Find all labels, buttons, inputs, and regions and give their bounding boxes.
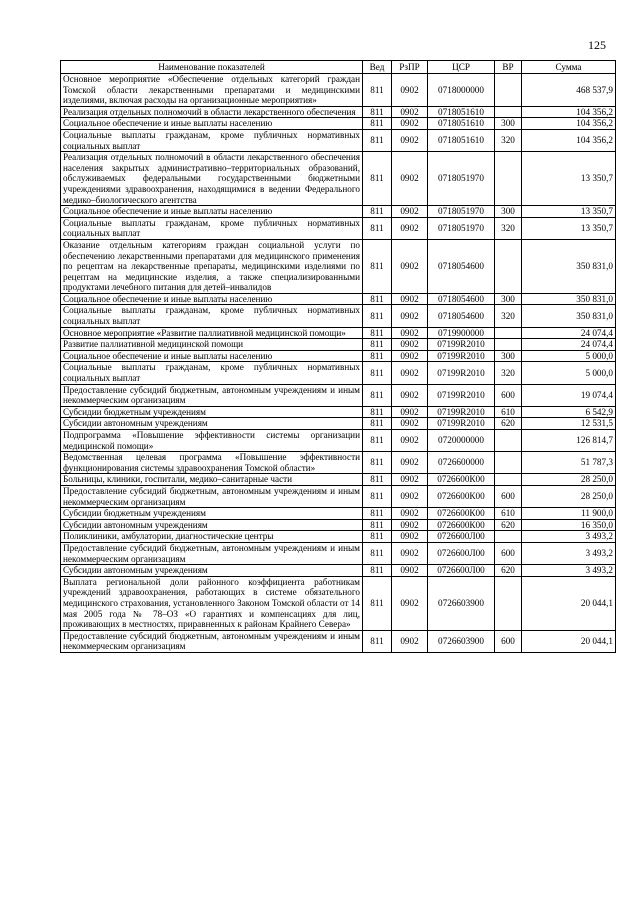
cell-vr (495, 152, 522, 206)
table-row (61, 406, 616, 418)
cell-name: Субсидии бюджетным учреждениям (61, 508, 363, 520)
table-row (61, 485, 616, 507)
cell-vr: 320 (495, 129, 522, 151)
cell-sum: 3 493,2 (522, 531, 616, 543)
cell-rzpr: 0902 (392, 239, 428, 293)
table-row (61, 531, 616, 543)
cell-csr: 0726600К00 (428, 519, 495, 531)
cell-name: Субсидии автономным учреждениям (61, 418, 363, 430)
cell-vr: 620 (495, 519, 522, 531)
cell-rzpr: 0902 (392, 576, 428, 630)
cell-rzpr: 0902 (392, 565, 428, 577)
cell-sum: 11 900,0 (522, 508, 616, 520)
cell-name: Предоставление субсидий бюджетным, автономным учреждениям и иным некоммерческим организациям (61, 630, 363, 652)
cell-rzpr: 0902 (392, 327, 428, 339)
table-row (61, 542, 616, 564)
table-row (61, 418, 616, 430)
table-row (61, 565, 616, 577)
cell-csr: 0718051970 (428, 217, 495, 239)
cell-sum: 16 350,0 (522, 519, 616, 531)
table-row (61, 384, 616, 406)
cell-vr: 620 (495, 565, 522, 577)
cell-ved: 811 (363, 206, 392, 218)
cell-rzpr: 0902 (392, 293, 428, 305)
cell-name: Субсидии бюджетным учреждениям (61, 406, 363, 418)
cell-name: Реализация отдельных полномочий в области лекарственного обеспечения (61, 106, 363, 118)
cell-sum: 13 350,7 (522, 152, 616, 206)
cell-name: Подпрограмма «Повышение эффективности системы организации медицинской помощи» (61, 430, 363, 452)
cell-ved: 811 (363, 239, 392, 293)
cell-vr (495, 74, 522, 107)
cell-csr: 0726600К00 (428, 508, 495, 520)
cell-name: Социальное обеспечение и иные выплаты населению (61, 293, 363, 305)
cell-vr: 600 (495, 384, 522, 406)
cell-name: Предоставление субсидий бюджетным, автономным учреждениям и иным некоммерческим организациям (61, 384, 363, 406)
cell-name: Развитие паллиативной медицинской помощи (61, 339, 363, 351)
cell-csr: 0726603900 (428, 576, 495, 630)
cell-sum: 126 814,7 (522, 430, 616, 452)
cell-rzpr: 0902 (392, 630, 428, 652)
cell-sum: 20 044,1 (522, 576, 616, 630)
cell-csr: 0718051610 (428, 129, 495, 151)
table-row (61, 452, 616, 474)
cell-rzpr: 0902 (392, 206, 428, 218)
header-vr: ВР (495, 61, 522, 74)
cell-ved: 811 (363, 384, 392, 406)
cell-rzpr: 0902 (392, 118, 428, 130)
cell-sum: 20 044,1 (522, 630, 616, 652)
cell-ved: 811 (363, 362, 392, 384)
cell-name: Социальное обеспечение и иные выплаты населению (61, 118, 363, 130)
cell-csr: 0718000000 (428, 74, 495, 107)
header-sum: Сумма (522, 61, 616, 74)
cell-rzpr: 0902 (392, 339, 428, 351)
cell-csr: 07199R2010 (428, 418, 495, 430)
table-row (61, 293, 616, 305)
cell-name: Предоставление субсидий бюджетным, автономным учреждениям и иным некоммерческим организациям (61, 542, 363, 564)
cell-name: Субсидии автономным учреждениям (61, 565, 363, 577)
cell-ved: 811 (363, 418, 392, 430)
cell-name: Ведомственная целевая программа «Повышение эффективности функционирования системы здравоохранения Томской области» (61, 452, 363, 474)
cell-name: Больницы, клиники, госпитали, медико–санитарные части (61, 474, 363, 486)
cell-csr: 0718051610 (428, 106, 495, 118)
table-header-row (61, 61, 616, 74)
cell-name: Субсидии автономным учреждениям (61, 519, 363, 531)
cell-sum: 24 074,4 (522, 327, 616, 339)
table-row (61, 576, 616, 630)
cell-csr: 0718051970 (428, 152, 495, 206)
cell-sum: 13 350,7 (522, 206, 616, 218)
cell-name: Социальные выплаты гражданам, кроме публичных нормативных социальных выплат (61, 305, 363, 327)
header-ved: Вед (363, 61, 392, 74)
cell-csr: 0726600К00 (428, 474, 495, 486)
table-row (61, 74, 616, 107)
cell-vr: 600 (495, 630, 522, 652)
cell-rzpr: 0902 (392, 350, 428, 362)
cell-vr: 300 (495, 118, 522, 130)
cell-ved: 811 (363, 305, 392, 327)
cell-name: Выплата региональной доли районного коэффициента работникам учреждений здравоохранения, работающих в системе обязательного медицинского страхования, установленного Законом Томской области от 14 мая 2005 года № 78–ОЗ «О гарантиях и компенсациях для лиц, проживающих в местностях, приравненных к районам Крайнего Севера» (61, 576, 363, 630)
cell-csr: 0718051970 (428, 206, 495, 218)
cell-rzpr: 0902 (392, 430, 428, 452)
cell-ved: 811 (363, 576, 392, 630)
cell-sum: 5 000,0 (522, 362, 616, 384)
cell-name: Оказание отдельным категориям граждан социальной услуги по обеспечению лекарственными препаратами для медицинского применения по рецептам на лекарственные препараты, медицинскими изделиями по рецептам на медицинские изделия, а также специализированными продуктами лечебного питания для детей–инвалидов (61, 239, 363, 293)
cell-vr: 600 (495, 485, 522, 507)
cell-name: Предоставление субсидий бюджетным, автономным учреждениям и иным некоммерческим организациям (61, 485, 363, 507)
cell-rzpr: 0902 (392, 106, 428, 118)
table-row (61, 430, 616, 452)
cell-vr (495, 452, 522, 474)
cell-sum: 350 831,0 (522, 305, 616, 327)
cell-name: Основное мероприятие «Развитие паллиативной медицинской помощи» (61, 327, 363, 339)
cell-sum: 6 542,9 (522, 406, 616, 418)
cell-csr: 07199R2010 (428, 362, 495, 384)
header-rzpr: РзПР (392, 61, 428, 74)
cell-vr: 610 (495, 406, 522, 418)
table-row (61, 519, 616, 531)
cell-sum: 51 787,3 (522, 452, 616, 474)
cell-vr: 610 (495, 508, 522, 520)
cell-name: Поликлиники, амбулатории, диагностические центры (61, 531, 363, 543)
cell-sum: 3 493,2 (522, 542, 616, 564)
cell-rzpr: 0902 (392, 508, 428, 520)
cell-rzpr: 0902 (392, 418, 428, 430)
budget-table (60, 60, 616, 653)
cell-vr (495, 576, 522, 630)
cell-vr (495, 430, 522, 452)
cell-csr: 07199R2010 (428, 384, 495, 406)
cell-vr (495, 339, 522, 351)
cell-sum: 19 074,4 (522, 384, 616, 406)
cell-name: Реализация отдельных полномочий в области лекарственного обеспечения населения закрытых административно–территориальных образований, обслуживаемых федеральными государственными бюджетными учреждениями здравоохранения, находящимися в ведении Федерального медико–биологического агентства (61, 152, 363, 206)
cell-rzpr: 0902 (392, 519, 428, 531)
cell-name: Социальные выплаты гражданам, кроме публичных нормативных социальных выплат (61, 129, 363, 151)
cell-ved: 811 (363, 350, 392, 362)
cell-ved: 811 (363, 565, 392, 577)
cell-csr: 0726600Л00 (428, 531, 495, 543)
cell-sum: 350 831,0 (522, 239, 616, 293)
cell-sum: 350 831,0 (522, 293, 616, 305)
cell-ved: 811 (363, 630, 392, 652)
table-row (61, 508, 616, 520)
cell-sum: 5 000,0 (522, 350, 616, 362)
cell-csr: 07199R2010 (428, 406, 495, 418)
cell-rzpr: 0902 (392, 474, 428, 486)
cell-vr: 320 (495, 362, 522, 384)
cell-sum: 12 531,5 (522, 418, 616, 430)
cell-name: Социальные выплаты гражданам, кроме публичных нормативных социальных выплат (61, 362, 363, 384)
cell-vr (495, 239, 522, 293)
table-row (61, 129, 616, 151)
cell-rzpr: 0902 (392, 452, 428, 474)
table-row (61, 362, 616, 384)
table-row (61, 630, 616, 652)
cell-rzpr: 0902 (392, 362, 428, 384)
cell-csr: 0726603900 (428, 630, 495, 652)
cell-rzpr: 0902 (392, 406, 428, 418)
cell-ved: 811 (363, 531, 392, 543)
cell-sum: 24 074,4 (522, 339, 616, 351)
cell-vr (495, 106, 522, 118)
table-row (61, 350, 616, 362)
cell-vr: 620 (495, 418, 522, 430)
cell-csr: 0726600Л00 (428, 542, 495, 564)
table-row (61, 474, 616, 486)
cell-csr: 0726600000 (428, 452, 495, 474)
cell-sum: 28 250,0 (522, 474, 616, 486)
table-row (61, 106, 616, 118)
cell-vr: 300 (495, 350, 522, 362)
cell-name: Социальные выплаты гражданам, кроме публичных нормативных социальных выплат (61, 217, 363, 239)
cell-vr: 300 (495, 293, 522, 305)
cell-vr: 320 (495, 217, 522, 239)
table-row (61, 217, 616, 239)
header-csr: ЦСР (428, 61, 495, 74)
table-row (61, 239, 616, 293)
cell-rzpr: 0902 (392, 542, 428, 564)
cell-ved: 811 (363, 485, 392, 507)
table-row (61, 206, 616, 218)
cell-csr: 0719900000 (428, 327, 495, 339)
cell-csr: 0720000000 (428, 430, 495, 452)
cell-sum: 13 350,7 (522, 217, 616, 239)
cell-csr: 0718051610 (428, 118, 495, 130)
cell-vr (495, 531, 522, 543)
cell-csr: 07199R2010 (428, 350, 495, 362)
cell-vr: 320 (495, 305, 522, 327)
cell-sum: 468 537,9 (522, 74, 616, 107)
cell-name: Основное мероприятие «Обеспечение отдельных категорий граждан Томской области лекарственными препаратами и медицинскими изделиями, включая расходы на организационные мероприятия» (61, 74, 363, 107)
cell-sum: 104 356,2 (522, 106, 616, 118)
cell-rzpr: 0902 (392, 152, 428, 206)
cell-ved: 811 (363, 430, 392, 452)
cell-ved: 811 (363, 74, 392, 107)
table-row (61, 305, 616, 327)
cell-rzpr: 0902 (392, 129, 428, 151)
header-name: Наименование показателей (61, 61, 363, 74)
cell-rzpr: 0902 (392, 531, 428, 543)
cell-ved: 811 (363, 217, 392, 239)
cell-ved: 811 (363, 118, 392, 130)
cell-csr: 07199R2010 (428, 339, 495, 351)
cell-ved: 811 (363, 474, 392, 486)
cell-ved: 811 (363, 406, 392, 418)
cell-vr (495, 327, 522, 339)
cell-ved: 811 (363, 327, 392, 339)
table-row (61, 118, 616, 130)
cell-rzpr: 0902 (392, 305, 428, 327)
cell-sum: 104 356,2 (522, 129, 616, 151)
cell-name: Социальное обеспечение и иные выплаты населению (61, 350, 363, 362)
cell-ved: 811 (363, 106, 392, 118)
cell-ved: 811 (363, 152, 392, 206)
cell-csr: 0718054600 (428, 293, 495, 305)
cell-csr: 0718054600 (428, 239, 495, 293)
cell-vr: 600 (495, 542, 522, 564)
cell-rzpr: 0902 (392, 74, 428, 107)
cell-rzpr: 0902 (392, 384, 428, 406)
cell-sum: 28 250,0 (522, 485, 616, 507)
page-number: 125 (588, 38, 606, 52)
cell-vr: 300 (495, 206, 522, 218)
cell-rzpr: 0902 (392, 485, 428, 507)
table-row (61, 327, 616, 339)
table-row (61, 339, 616, 351)
cell-name: Социальное обеспечение и иные выплаты населению (61, 206, 363, 218)
cell-csr: 0726600К00 (428, 485, 495, 507)
cell-ved: 811 (363, 508, 392, 520)
table-body (61, 74, 616, 653)
table-row (61, 152, 616, 206)
cell-sum: 104 356,2 (522, 118, 616, 130)
cell-ved: 811 (363, 129, 392, 151)
cell-ved: 811 (363, 542, 392, 564)
cell-ved: 811 (363, 519, 392, 531)
cell-rzpr: 0902 (392, 217, 428, 239)
cell-ved: 811 (363, 293, 392, 305)
cell-csr: 0718054600 (428, 305, 495, 327)
cell-vr (495, 474, 522, 486)
cell-sum: 3 493,2 (522, 565, 616, 577)
cell-ved: 811 (363, 339, 392, 351)
cell-csr: 0726600Л00 (428, 565, 495, 577)
cell-ved: 811 (363, 452, 392, 474)
